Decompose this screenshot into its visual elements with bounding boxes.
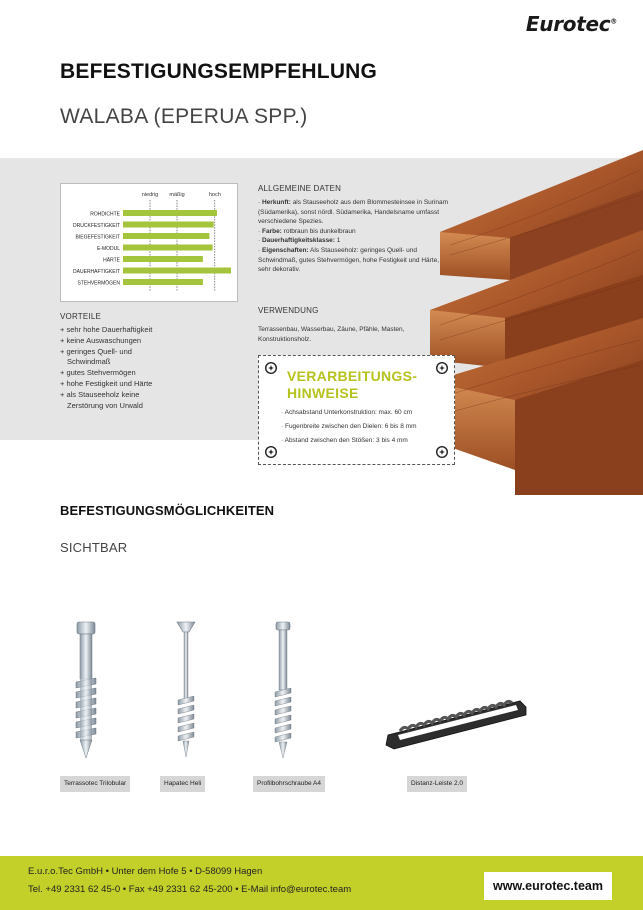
vorteile-heading: VORTEILE xyxy=(60,312,102,321)
allgemein-list xyxy=(258,198,453,275)
terrassotec-screw-image xyxy=(72,620,100,760)
screw-head-icon xyxy=(436,446,448,458)
hinweise-title-line1: VERARBEITUNGS- xyxy=(287,368,418,384)
chart-bar xyxy=(123,210,217,216)
list-item: + sehr hohe Dauerhaftigkeit xyxy=(60,325,153,334)
chart-bar xyxy=(123,268,231,274)
chart-svg xyxy=(61,184,237,301)
property-chart xyxy=(60,183,238,302)
chart-category-label: ROHDICHTE xyxy=(90,211,120,218)
page-subtitle: WALABA (EPERUA SPP.) xyxy=(60,105,308,128)
wood-planks-image xyxy=(430,150,643,495)
chart-category-label: BIEGEFESTIGKEIT xyxy=(75,234,120,241)
product-label: Terrassotec Trilobular xyxy=(60,776,130,792)
chart-bar xyxy=(123,233,209,239)
hapatec-screw-image xyxy=(174,620,198,760)
befestigung-heading: BEFESTIGUNGSMÖGLICHKEITEN xyxy=(60,503,275,518)
screw-head-icon xyxy=(265,362,277,374)
product-label: Distanz-Leiste 2.0 xyxy=(407,776,467,792)
hinweise-title-line2: HINWEISE xyxy=(287,385,359,401)
hinweise-box xyxy=(258,355,455,465)
footer-contact: Tel. +49 2331 62 45-0 • Fax +49 2331 62 45-200 • E-Mail info@eurotec.team xyxy=(28,884,352,895)
chart-category-label: E-MODUL xyxy=(96,246,120,252)
screw-head-icon xyxy=(436,362,448,374)
list-item: + hohe Festigkeit und Härte xyxy=(60,378,153,388)
chart-level-label: niedrig xyxy=(141,192,159,198)
profilbohrschraube-image xyxy=(271,620,295,760)
list-item: · Achsabstand Unterkonstruktion: max. 60 cm xyxy=(281,409,413,416)
product-label: Profilbohrschraube A4 xyxy=(253,776,325,792)
chart-category-label: HÄRTE xyxy=(103,257,120,264)
list-item: + als Stauseeholz keine xyxy=(60,389,140,399)
vorteile-list xyxy=(60,325,250,411)
list-item: + gutes Stehvermögen xyxy=(60,368,136,378)
eurotec-logo: Eurotec® xyxy=(525,12,617,36)
list-item: Schwindmaß xyxy=(67,357,111,367)
verwendung-text: Terrassenbau, Wasserbau, Zäune, Pfähle, Masten, Konstruktionsholz. xyxy=(258,326,405,343)
list-item: · Farbe: rotbraun bis dunkelbraun xyxy=(258,227,356,235)
hinweise-title xyxy=(287,368,417,402)
list-item: · Herkunft: als Stauseeholz aus dem Blommesteinsee in Surinam (Südamerika), sonst nördl. Südamerika, Handelsname umfasst verschiedene Spezies. xyxy=(258,199,449,226)
list-item: + geringes Quell- und xyxy=(60,346,132,356)
screw-head-icon xyxy=(265,446,277,458)
list-item: + keine Auswaschungen xyxy=(60,335,142,345)
allgemein-heading: ALLGEMEINE DATEN xyxy=(258,184,342,193)
hinweise-list xyxy=(281,406,416,448)
list-item: Zerstörung von Urwald xyxy=(67,400,143,410)
list-item: · Eigenschaften: Als Stauseeholz: geringes Quell- und Schwindmaß, gutes Stehvermögen, hohe Festigkeit und Härte, sehr dekorativ. xyxy=(258,246,440,274)
chart-category-label: STEHVERMÖGEN xyxy=(77,280,120,287)
distanz-leiste-image xyxy=(380,695,530,755)
chart-bar xyxy=(123,245,213,251)
verwendung-heading: VERWENDUNG xyxy=(258,306,319,315)
chart-bar xyxy=(123,279,203,285)
product-label: Hapatec Heli xyxy=(160,776,205,792)
chart-bar xyxy=(123,222,214,228)
page-title: BEFESTIGUNGSEMPFEHLUNG xyxy=(60,60,378,83)
list-item: · Dauerhaftigkeitsklasse: 1 xyxy=(258,237,341,245)
chart-level-label: hoch xyxy=(208,192,221,198)
footer-website-link[interactable]: www.eurotec.team xyxy=(484,872,612,900)
chart-bar xyxy=(123,256,203,262)
chart-level-label: mäßig xyxy=(169,192,185,198)
footer xyxy=(0,856,643,910)
footer-address: E.u.r.o.Tec GmbH • Unter dem Hofe 5 • D-58099 Hagen xyxy=(28,866,263,877)
chart-category-label: DAUERHAFTIGKEIT xyxy=(73,269,120,275)
befestigung-subheading: SICHTBAR xyxy=(60,540,128,555)
chart-category-label: DRUCKFESTIGKEIT xyxy=(73,223,120,229)
list-item: · Abstand zwischen den Stößen: 3 bis 4 mm xyxy=(281,437,408,444)
list-item: · Fugenbreite zwischen den Dielen: 6 bis 8 mm xyxy=(281,423,417,430)
